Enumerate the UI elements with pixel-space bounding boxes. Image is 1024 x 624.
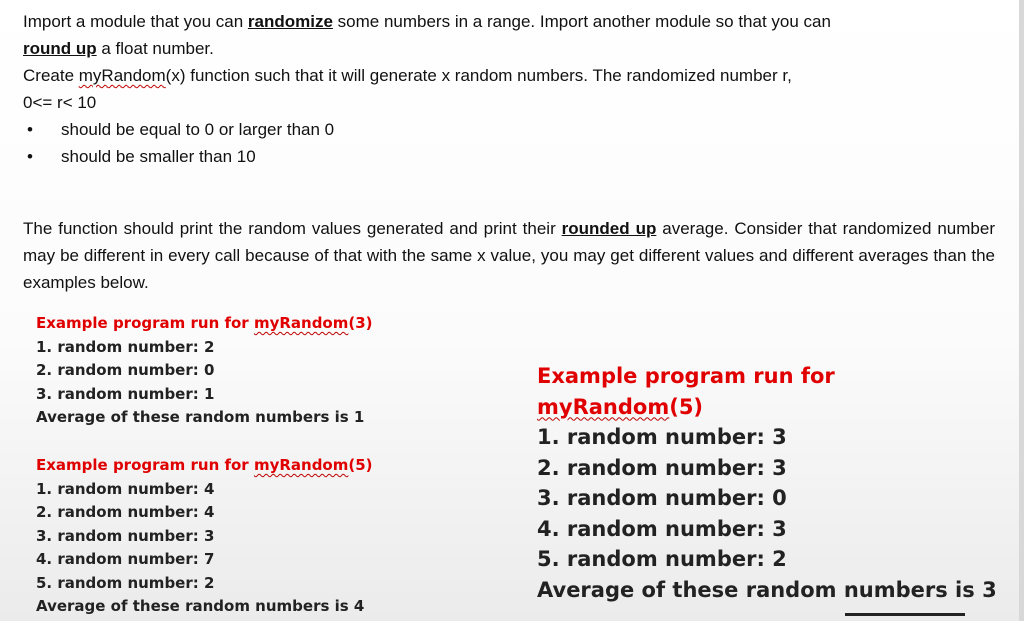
right-border: [1019, 0, 1024, 621]
text: (5): [669, 394, 704, 419]
function-name: myRandom: [78, 66, 166, 85]
output-line: Average of these random numbers is 4: [36, 597, 365, 615]
output-line: 3. random number: 1: [36, 384, 215, 403]
output-line: 1. random number: 4: [36, 479, 215, 498]
output-line: 2. random number: 0: [36, 361, 215, 379]
output-line: 5. random number: 2: [537, 547, 787, 571]
text: (3): [348, 314, 373, 332]
instructions: [23, 8, 995, 170]
output-line: Average of these random numbers is 3: [537, 577, 997, 602]
output-line: Average of these random numbers is 1: [36, 408, 365, 426]
example-run-1: [36, 312, 436, 430]
example-heading: [36, 454, 436, 478]
emphasis-rounded-up: rounded up: [561, 219, 657, 238]
intro-line-4: 0<= r< 10: [23, 93, 97, 112]
intro-line-2: [23, 35, 995, 62]
function-name: myRandom: [537, 394, 670, 419]
output-line: 1. random number: 3: [537, 425, 787, 449]
emphasis-randomize: randomize: [247, 12, 333, 31]
example-run-2: [36, 454, 436, 619]
emphasis-round-up: round up: [23, 39, 97, 58]
text: a float number.: [96, 39, 214, 58]
text: some numbers in a range. Import another module so that you can: [332, 12, 831, 31]
text: Create: [23, 66, 79, 85]
output-line: 2. random number: 4: [36, 503, 215, 521]
text: (5): [348, 456, 373, 474]
output-line: 5. random number: 2: [36, 573, 215, 592]
output-line: 3. random number: 0: [537, 486, 787, 510]
intro-line-3: [23, 62, 995, 89]
text: average. Consider that randomized number may be different in every call because of that with the same x value, you may get different values and different averages than the examples below.: [23, 219, 995, 292]
example-run-3: [537, 361, 997, 605]
output-line: 2. random number: 3: [537, 455, 787, 480]
bullet-item: • should be equal to 0 or larger than 0: [23, 116, 995, 143]
text: The function should print the random values generated and print their: [23, 219, 562, 238]
text: Example program run for: [36, 314, 254, 332]
intro-line-1: [23, 8, 995, 35]
output-line: 4. random number: 7: [36, 550, 215, 568]
text: Example program run for: [537, 364, 835, 388]
function-name: myRandom: [253, 314, 349, 332]
function-name: myRandom: [253, 456, 349, 474]
output-line: 3. random number: 3: [36, 526, 215, 545]
constraint-list: [23, 116, 995, 170]
output-line: 4. random number: 3: [537, 516, 787, 541]
cropped-text-fragment: [845, 613, 965, 624]
text: Import a module that you can: [23, 12, 248, 31]
output-description: [23, 215, 995, 296]
bullet-item: • should be smaller than 10: [23, 143, 995, 170]
example-heading: [537, 361, 997, 422]
text: (x) function such that it will generate x random numbers. The randomized number r,: [165, 66, 792, 85]
output-line: 1. random number: 2: [36, 337, 215, 356]
example-heading: [36, 312, 436, 336]
text: Example program run for: [36, 456, 254, 474]
